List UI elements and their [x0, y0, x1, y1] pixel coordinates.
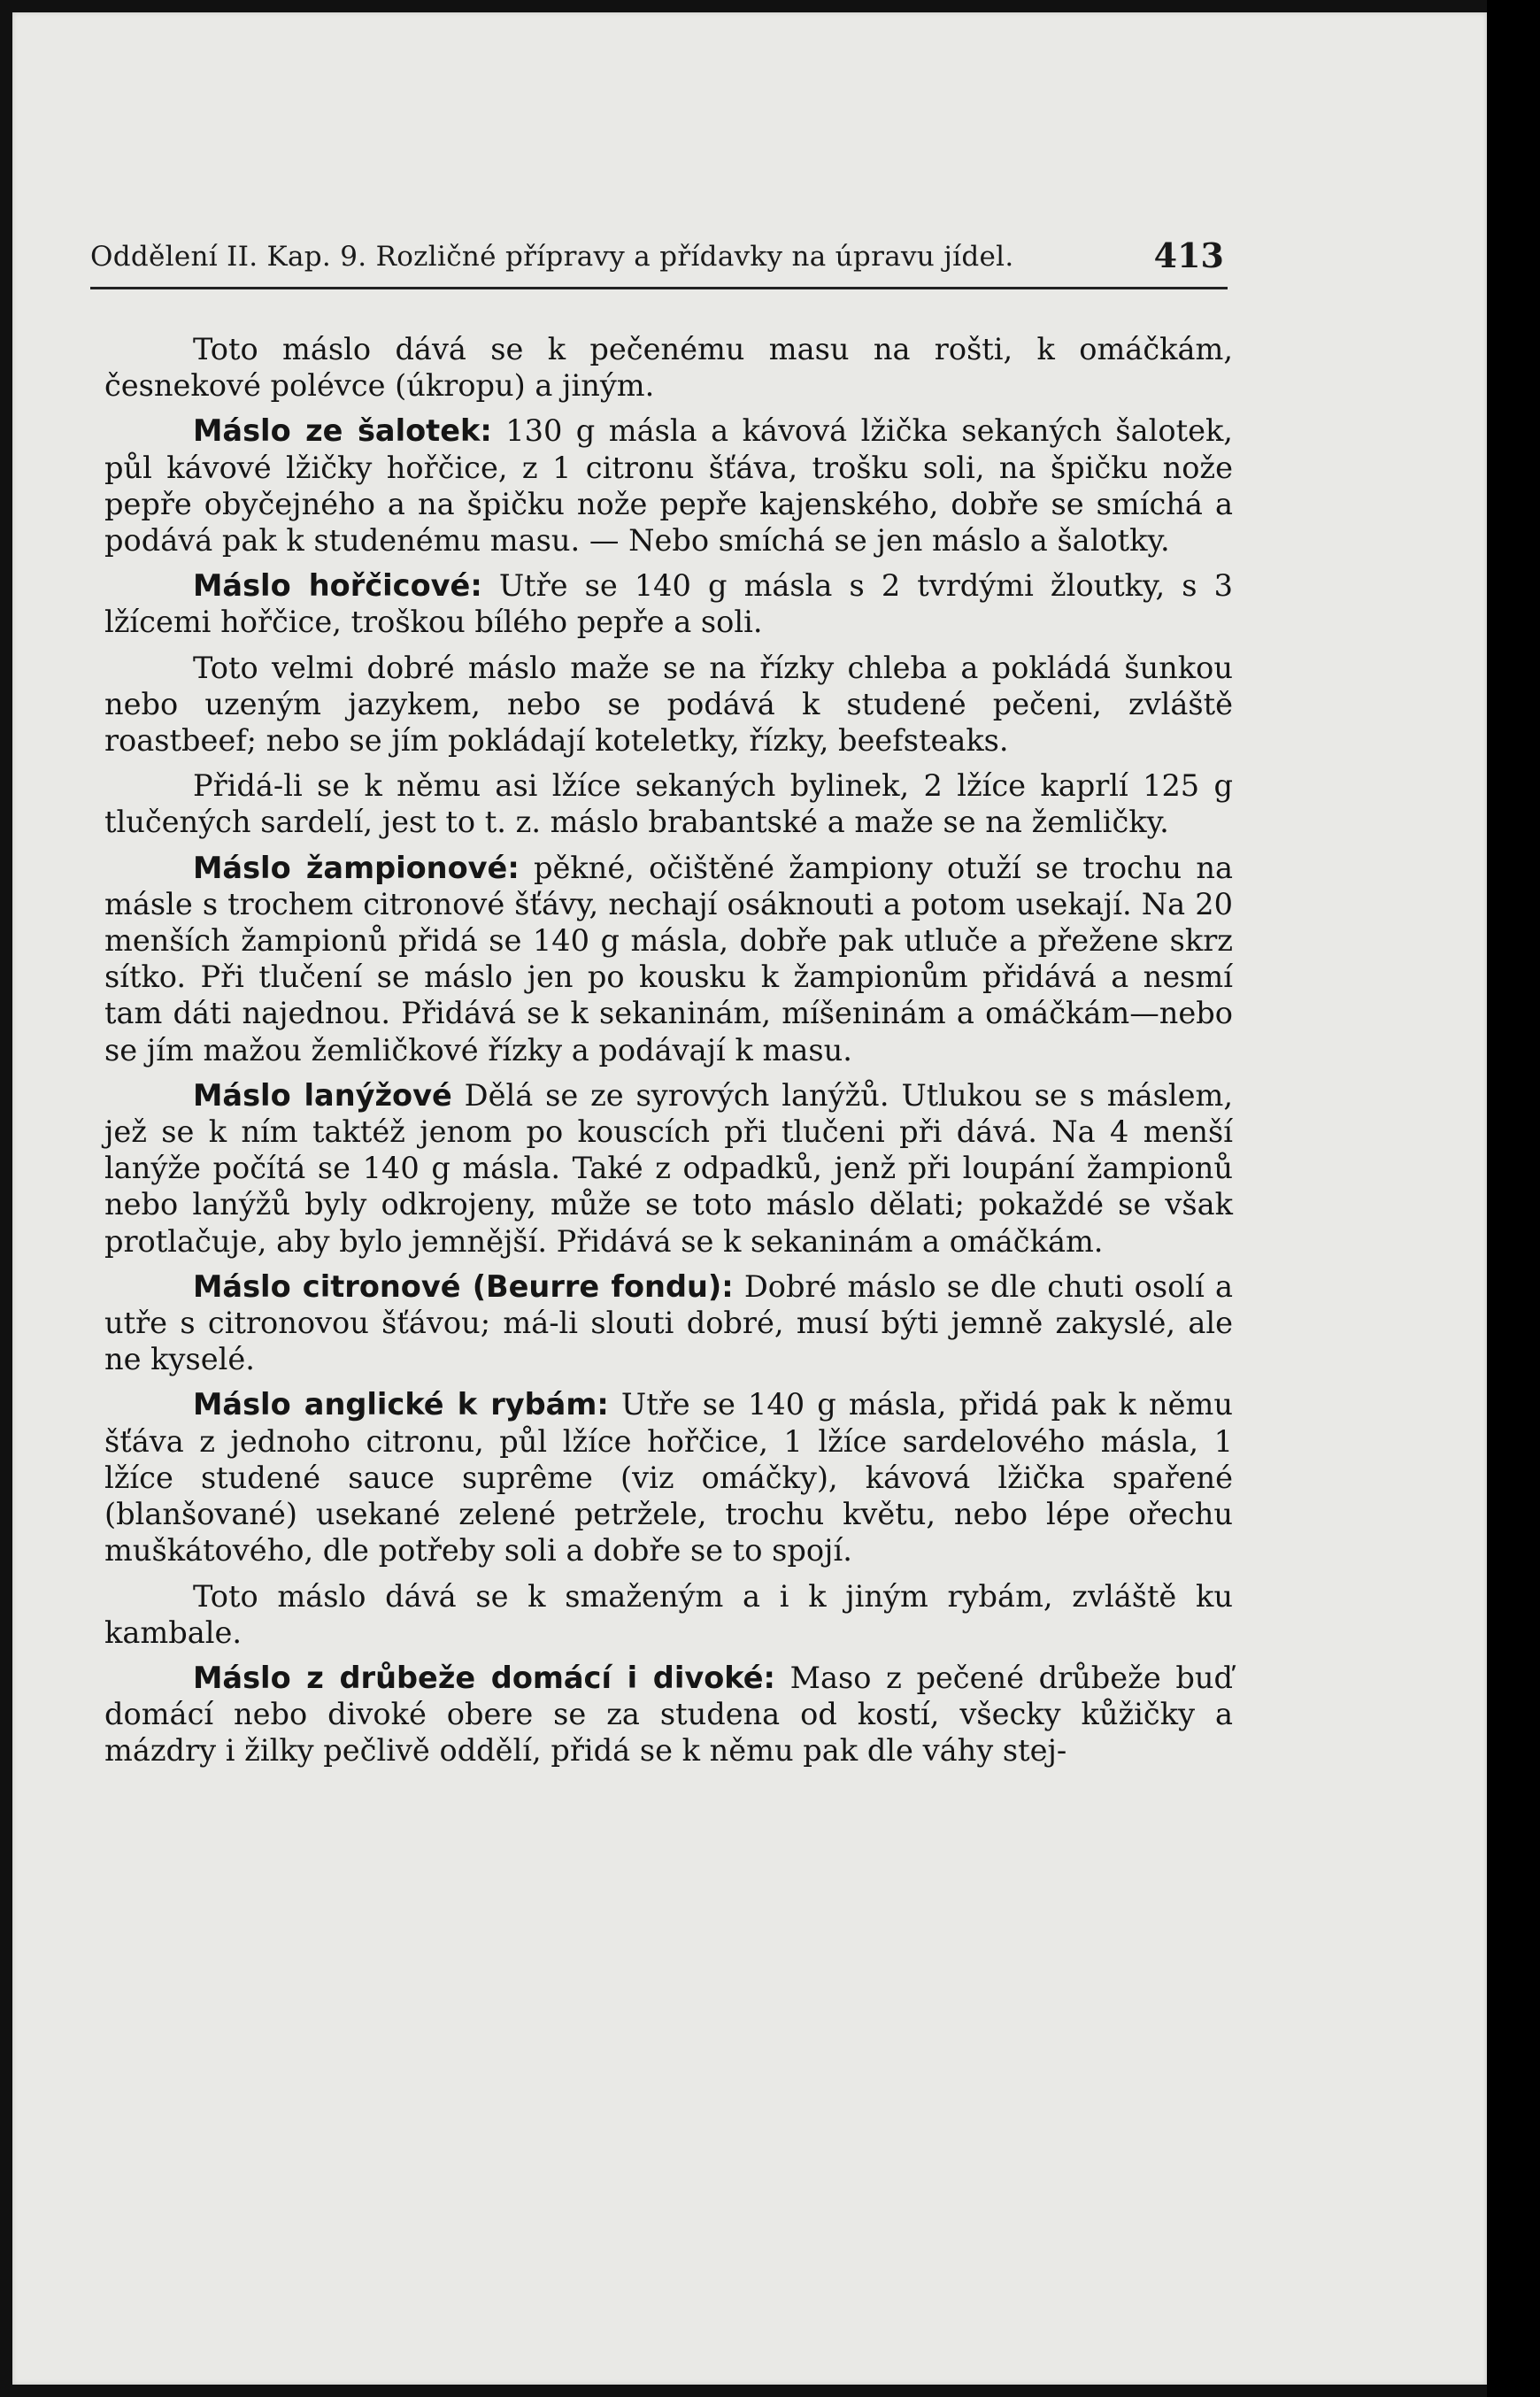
paragraph — [104, 1386, 1233, 1568]
page-number: 413 — [1153, 235, 1224, 275]
paragraph-text: Utře se 140 g másla, přidá pak k němu šťáva z jednoho citronu, půl lžíce hořčice, 1 lžíce sardelového másla, 1 lžíce studené sauce suprême (viz omáčky), kávová lžička spařené (blanšované) usekané zelené petržele, trochu květu, nebo lépe ořechu muškátového, dle potřeby soli a dobře se to spojí. — [104, 1387, 1233, 1568]
paragraph — [104, 1660, 1233, 1769]
paragraph-text: Toto máslo dává se k smaženým a i k jiným rybám, zvláště ku kambale. — [104, 1578, 1233, 1650]
recipe-heading: Máslo z drůbeže domácí i divoké: — [193, 1660, 775, 1695]
paragraph-text: Dobré máslo se dle chuti osolí a utře s citronovou šťávou; má-li slouti dobré, musí býti jemně zakyslé, ale ne kyselé. — [104, 1268, 1233, 1377]
running-title: Oddělení II. Kap. 9. Rozličné přípravy a přídavky na úpravu jídel. — [90, 241, 1014, 273]
recipe-heading: Máslo citronové (Beurre fondu): — [193, 1268, 734, 1304]
paragraph — [104, 1578, 1233, 1651]
paragraph — [104, 767, 1233, 840]
running-header — [90, 234, 1228, 289]
paragraph — [104, 650, 1233, 759]
page-body — [104, 331, 1233, 1778]
paragraph — [104, 1268, 1233, 1378]
paragraph-text: Toto velmi dobré máslo maže se na řízky chleba a pokládá šunkou nebo uzeným jazykem, nebo se podává k studené pečeni, zvláště roastbeef; nebo se jím pokládají koteletky, řízky, beefsteaks. — [104, 650, 1233, 759]
paragraph-text: 130 g másla a kávová lžička sekaných šalotek, půl kávové lžičky hořčice, z 1 citronu šťáva, trošku soli, na špičku nože pepře obyčejného a na špičku nože pepře kajenského, dobře se smíchá a podává pak k studenému masu. — Nebo smíchá se jen máslo a šalotky. — [104, 413, 1233, 559]
paragraph-text: pěkné, očištěné žampiony otuží se trochu na másle s trochem citronové šťávy, nechají osáknouti a potom usekají. Na 20 menších žampionů přidá se 140 g másla, dobře pak utluče a přežene skrz sítko. Při tlučení se máslo jen po kousku k žampionům přidává a nesmí tam dáti najednou. Přidává se k sekaninám, míšeninám a omáčkám—nebo se jím mažou žemličkové řízky a podávají k masu. — [104, 850, 1233, 1067]
paragraph — [104, 1077, 1233, 1260]
paragraph — [104, 331, 1233, 404]
paragraph-text: Utře se 140 g másla s 2 tvrdými žloutky, s 3 lžícemi hořčice, troškou bílého pepře a soli. — [104, 568, 1233, 640]
recipe-heading: Máslo ze šalotek: — [193, 413, 492, 449]
scan-border — [1487, 0, 1540, 2397]
recipe-heading: Máslo anglické k rybám: — [193, 1387, 609, 1422]
paragraph — [104, 567, 1233, 640]
paragraph-text: Přidá-li se k němu asi lžíce sekaných bylinek, 2 lžíce kaprlí 125 g tlučených sardelí, jest to t. z. máslo brabantské a maže se na žemličky. — [104, 768, 1233, 840]
recipe-heading: Máslo lanýžové — [193, 1077, 452, 1113]
paragraph-text: Toto máslo dává se k pečenému masu na rošti, k omáčkám, česnekové polévce (úkropu) a jiným. — [104, 332, 1233, 404]
book-page — [12, 12, 1487, 2385]
paragraph-text: Maso z pečené drůbeže buď domácí nebo divoké obere se za studena od kostí, všecky kůžičky a mázdry i žilky pečlivě oddělí, přidá se k němu pak dle váhy stej- — [104, 1660, 1233, 1769]
recipe-heading: Máslo žampionové: — [193, 850, 520, 885]
paragraph — [104, 850, 1233, 1068]
recipe-heading: Máslo hořčicové: — [193, 568, 482, 604]
paragraph — [104, 412, 1233, 559]
paragraph-text: Dělá se ze syrových lanýžů. Utlukou se s máslem, jež se k ním taktéž jenom po kouscích při tlučeni při dává. Na 4 menší lanýže počítá se 140 g másla. Také z odpadků, jenž při loupání žampionů nebo lanýžů byly odkrojeny, může se toto máslo dělati; pokaždé se však protlačuje, aby bylo jemnější. Přidává se k sekaninám a omáčkám. — [104, 1077, 1234, 1259]
